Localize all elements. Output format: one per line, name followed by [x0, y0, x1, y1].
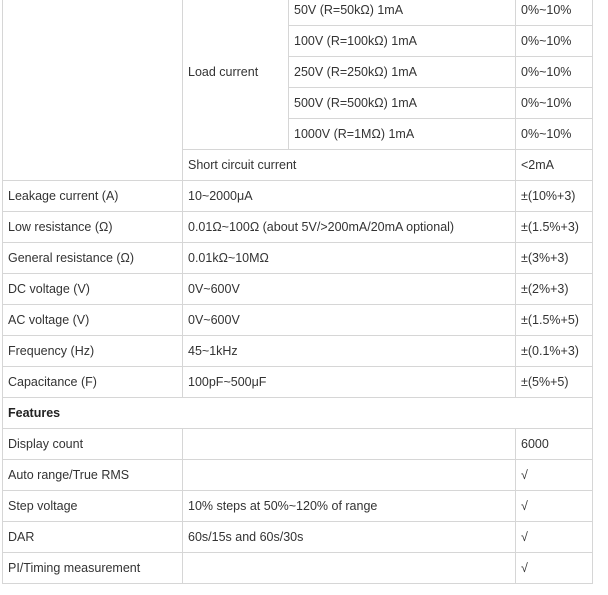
table-row [3, 553, 593, 584]
feature-detail [183, 460, 516, 491]
feature-name: Display count [3, 429, 183, 460]
feature-detail [183, 553, 516, 584]
measurement-accuracy: ±(1.5%+5) [516, 305, 593, 336]
table-row [3, 0, 593, 26]
measurement-accuracy: ±(3%+3) [516, 243, 593, 274]
measurement-range: 45~1kHz [183, 336, 516, 367]
measurement-name: Frequency (Hz) [3, 336, 183, 367]
short-circuit-value: <2mA [516, 150, 593, 181]
short-circuit-label: Short circuit current [183, 150, 516, 181]
feature-value: 6000 [516, 429, 593, 460]
features-heading: Features [3, 398, 593, 429]
feature-detail: 10% steps at 50%~120% of range [183, 491, 516, 522]
feature-detail [183, 429, 516, 460]
feature-value: √ [516, 491, 593, 522]
measurement-name: AC voltage (V) [3, 305, 183, 336]
measurement-name: DC voltage (V) [3, 274, 183, 305]
table-row [3, 274, 593, 305]
load-condition: 500V (R=500kΩ) 1mA [289, 88, 516, 119]
table-row [3, 398, 593, 429]
feature-value: √ [516, 460, 593, 491]
feature-value: √ [516, 553, 593, 584]
measurement-name: General resistance (Ω) [3, 243, 183, 274]
load-condition: 1000V (R=1MΩ) 1mA [289, 119, 516, 150]
measurement-accuracy: ±(2%+3) [516, 274, 593, 305]
measurement-accuracy: ±(10%+3) [516, 181, 593, 212]
table-row [3, 429, 593, 460]
feature-detail: 60s/15s and 60s/30s [183, 522, 516, 553]
load-accuracy: 0%~10% [516, 26, 593, 57]
load-accuracy: 0%~10% [516, 57, 593, 88]
load-condition: 100V (R=100kΩ) 1mA [289, 26, 516, 57]
measurement-range: 100pF~500μF [183, 367, 516, 398]
measurement-range: 0.01kΩ~10MΩ [183, 243, 516, 274]
measurement-name: Low resistance (Ω) [3, 212, 183, 243]
table-row [3, 305, 593, 336]
table-row [3, 491, 593, 522]
feature-name: PI/Timing measurement [3, 553, 183, 584]
measurement-range: 0V~600V [183, 305, 516, 336]
load-accuracy: 0%~10% [516, 88, 593, 119]
feature-name: DAR [3, 522, 183, 553]
insulation-test-cell [3, 0, 183, 181]
spec-table [2, 0, 593, 584]
load-current-label: Load current [183, 0, 289, 150]
table-row [3, 181, 593, 212]
table-row [3, 460, 593, 491]
feature-value: √ [516, 522, 593, 553]
measurement-range: 10~2000μA [183, 181, 516, 212]
load-accuracy: 0%~10% [516, 0, 593, 26]
load-accuracy: 0%~10% [516, 119, 593, 150]
measurement-accuracy: ±(5%+5) [516, 367, 593, 398]
table-row [3, 336, 593, 367]
measurement-range: 0.01Ω~100Ω (about 5V/>200mA/20mA optional) [183, 212, 516, 243]
measurement-name: Capacitance (F) [3, 367, 183, 398]
load-condition: 250V (R=250kΩ) 1mA [289, 57, 516, 88]
feature-name: Auto range/True RMS [3, 460, 183, 491]
table-row [3, 367, 593, 398]
table-row [3, 522, 593, 553]
measurement-name: Leakage current (A) [3, 181, 183, 212]
measurement-accuracy: ±(1.5%+3) [516, 212, 593, 243]
load-condition: 50V (R=50kΩ) 1mA [289, 0, 516, 26]
measurement-range: 0V~600V [183, 274, 516, 305]
table-row [3, 212, 593, 243]
table-row [3, 243, 593, 274]
feature-name: Step voltage [3, 491, 183, 522]
measurement-accuracy: ±(0.1%+3) [516, 336, 593, 367]
